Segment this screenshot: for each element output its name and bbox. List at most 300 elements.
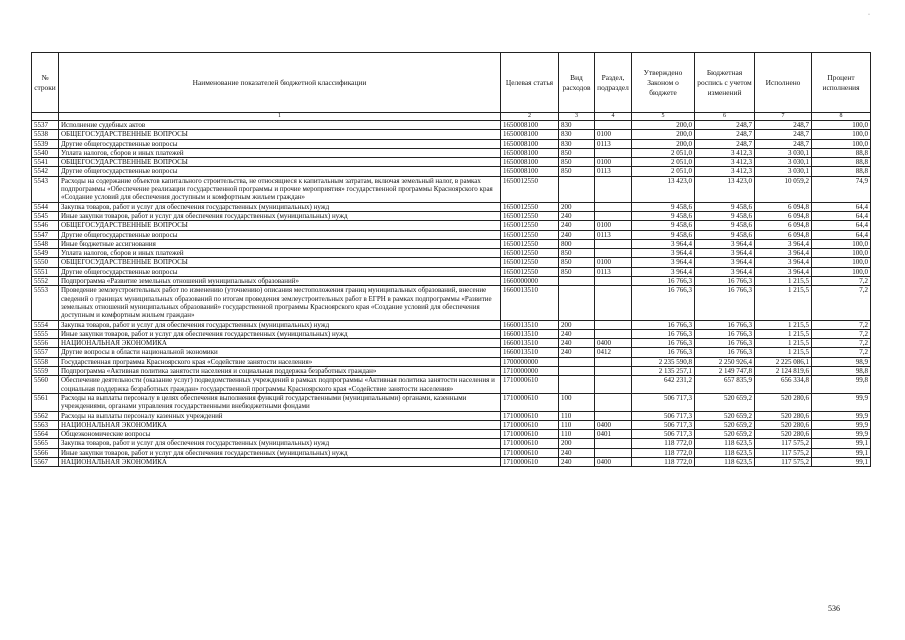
table-row (32, 339, 871, 348)
indicator-name: Общеэкономические вопросы (59, 430, 501, 439)
approved-amount: 3 964,4 (632, 258, 695, 267)
approved-amount: 506 717,3 (632, 393, 695, 411)
budget-list-amount: 9 458,6 (695, 211, 755, 220)
execution-percent: 64,4 (812, 202, 871, 211)
indicator-name: Уплата налогов, сборов и иных платежей (59, 148, 501, 157)
budget-list-amount: 13 423,0 (695, 176, 755, 202)
row-number: 5563 (32, 420, 59, 429)
column-number: 8 (812, 113, 871, 121)
approved-amount: 2 051,0 (632, 158, 695, 167)
row-number: 5537 (32, 121, 59, 130)
budget-list-amount: 2 149 747,8 (695, 367, 755, 376)
target-article: 1710000610 (501, 420, 559, 429)
target-article: 1660013510 (501, 286, 559, 320)
section-code: 0100 (595, 258, 632, 267)
expense-type: 100 (559, 393, 595, 411)
budget-list-amount: 520 659,2 (695, 420, 755, 429)
indicator-name: НАЦИОНАЛЬНАЯ ЭКОНОМИКА (59, 339, 501, 348)
approved-amount: 9 458,6 (632, 221, 695, 230)
expense-type: 830 (559, 139, 595, 148)
budget-list-amount: 520 659,2 (695, 430, 755, 439)
approved-amount: 506 717,3 (632, 430, 695, 439)
approved-amount: 2 051,0 (632, 148, 695, 157)
row-number: 5567 (32, 457, 59, 466)
expense-type: 850 (559, 249, 595, 258)
executed-amount: 117 575,2 (755, 448, 812, 457)
target-article: 1710000610 (501, 393, 559, 411)
expense-type: 200 (559, 439, 595, 448)
approved-amount: 506 717,3 (632, 420, 695, 429)
header-budget-list: Бюджетная роспись с учетом изменений (695, 53, 755, 113)
executed-amount: 3 030,1 (755, 167, 812, 176)
execution-percent: 64,4 (812, 230, 871, 239)
table-row (32, 393, 871, 411)
target-article: 1710000610 (501, 376, 559, 394)
section-code (595, 249, 632, 258)
indicator-name: Расходы на выплаты персоналу в целях обеспечения выполнения функций государственными (муниципальными) органами, казенными учреждениями, органами управления государственными внебюджетными фондами (59, 393, 501, 411)
approved-amount: 3 964,4 (632, 239, 695, 248)
expense-type: 240 (559, 339, 595, 348)
table-row (32, 286, 871, 320)
table-row (32, 211, 871, 220)
table-row (32, 176, 871, 202)
budget-list-amount: 16 766,3 (695, 339, 755, 348)
execution-percent: 100,0 (812, 258, 871, 267)
target-article: 1650008100 (501, 121, 559, 130)
row-number: 5553 (32, 286, 59, 320)
row-number: 5557 (32, 348, 59, 357)
target-article: 1650012550 (501, 249, 559, 258)
execution-percent: 99,9 (812, 393, 871, 411)
table-row (32, 167, 871, 176)
budget-list-amount: 16 766,3 (695, 286, 755, 320)
section-code (595, 121, 632, 130)
table-row (32, 202, 871, 211)
target-article: 1660013510 (501, 320, 559, 329)
budget-list-amount: 16 766,3 (695, 277, 755, 286)
approved-amount: 9 458,6 (632, 230, 695, 239)
budget-list-amount: 118 623,5 (695, 439, 755, 448)
approved-amount: 200,0 (632, 139, 695, 148)
row-number: 5562 (32, 411, 59, 420)
approved-amount: 13 423,0 (632, 176, 695, 202)
executed-amount: 6 094,8 (755, 221, 812, 230)
header-expense-type: Вид расходов (559, 53, 595, 113)
row-number: 5552 (32, 277, 59, 286)
section-code (595, 286, 632, 320)
execution-percent: 7,2 (812, 320, 871, 329)
approved-amount: 200,0 (632, 130, 695, 139)
expense-type: 830 (559, 121, 595, 130)
column-number: 4 (595, 113, 632, 121)
indicator-name: ОБЩЕГОСУДАРСТВЕННЫЕ ВОПРОСЫ (59, 158, 501, 167)
budget-list-amount: 16 766,3 (695, 329, 755, 338)
row-number: 5546 (32, 221, 59, 230)
expense-type: 110 (559, 411, 595, 420)
execution-percent: 100,0 (812, 121, 871, 130)
budget-list-amount: 3 964,4 (695, 258, 755, 267)
table-row (32, 411, 871, 420)
budget-list-amount: 657 835,9 (695, 376, 755, 394)
table-body (32, 121, 871, 467)
table-row (32, 230, 871, 239)
approved-amount: 506 717,3 (632, 411, 695, 420)
execution-percent: 64,4 (812, 221, 871, 230)
indicator-name: Другие вопросы в области национальной экономики (59, 348, 501, 357)
indicator-name: Расходы на содержание объектов капитального строительства, не относящиеся к капитальным затратам, включая земельный налог, в рамках подпрограммы «Обеспечение реализации государственной программы и прочие мероприятия» государственной программы Красноярского края «Создание условий для обеспечения доступным и комфортным жильем граждан» (59, 176, 501, 202)
header-indicator-name: Наименование показателей бюджетной классификации (59, 53, 501, 113)
expense-type: 200 (559, 202, 595, 211)
indicator-name: НАЦИОНАЛЬНАЯ ЭКОНОМИКА (59, 420, 501, 429)
executed-amount: 520 280,6 (755, 411, 812, 420)
header-approved: Утверждено Законом о бюджете (632, 53, 695, 113)
column-number: 6 (695, 113, 755, 121)
budget-list-amount: 3 412,3 (695, 167, 755, 176)
execution-percent: 98,9 (812, 357, 871, 366)
expense-type: 110 (559, 430, 595, 439)
column-number: 7 (755, 113, 812, 121)
budget-list-amount: 248,7 (695, 130, 755, 139)
expense-type: 850 (559, 267, 595, 276)
budget-list-amount: 248,7 (695, 121, 755, 130)
table-row (32, 457, 871, 466)
budget-list-amount: 3 964,4 (695, 267, 755, 276)
table-header-row (32, 53, 871, 113)
executed-amount: 3 030,1 (755, 148, 812, 157)
table-row (32, 329, 871, 338)
expense-type: 110 (559, 420, 595, 429)
approved-amount: 16 766,3 (632, 329, 695, 338)
target-article: 1660013510 (501, 339, 559, 348)
target-article: 1650012550 (501, 258, 559, 267)
budget-execution-table (31, 52, 871, 467)
table-row (32, 420, 871, 429)
executed-amount: 117 575,2 (755, 439, 812, 448)
indicator-name: Закупка товаров, работ и услуг для обеспечения государственных (муниципальных) нужд (59, 320, 501, 329)
budget-list-amount: 3 412,3 (695, 158, 755, 167)
executed-amount: 1 215,5 (755, 348, 812, 357)
expense-type: 240 (559, 448, 595, 457)
target-article: 1650012550 (501, 267, 559, 276)
table-row (32, 121, 871, 130)
table-row (32, 249, 871, 258)
expense-type (559, 367, 595, 376)
table-row (32, 348, 871, 357)
section-code (595, 176, 632, 202)
budget-list-amount: 16 766,3 (695, 348, 755, 357)
section-code: 0412 (595, 348, 632, 357)
budget-list-amount: 9 458,6 (695, 221, 755, 230)
executed-amount: 520 280,6 (755, 430, 812, 439)
indicator-name: Подпрограмма «Развитие земельных отношений муниципальных образований» (59, 277, 501, 286)
expense-type: 850 (559, 158, 595, 167)
approved-amount: 3 964,4 (632, 249, 695, 258)
execution-percent: 7,2 (812, 286, 871, 320)
target-article: 1660013510 (501, 348, 559, 357)
execution-percent: 100,0 (812, 239, 871, 248)
target-article: 1650008100 (501, 167, 559, 176)
section-code (595, 320, 632, 329)
approved-amount: 642 231,2 (632, 376, 695, 394)
page-number: 536 (828, 604, 840, 613)
table-row (32, 130, 871, 139)
execution-percent: 99,1 (812, 448, 871, 457)
indicator-name: Другие общегосударственные вопросы (59, 139, 501, 148)
row-number: 5558 (32, 357, 59, 366)
budget-list-amount: 3 964,4 (695, 239, 755, 248)
column-number (32, 113, 59, 121)
target-article: 1650012550 (501, 239, 559, 248)
expense-type: 850 (559, 258, 595, 267)
table-row (32, 448, 871, 457)
target-article: 1650012550 (501, 211, 559, 220)
indicator-name: Другие общегосударственные вопросы (59, 267, 501, 276)
table-row (32, 367, 871, 376)
section-code: 0100 (595, 221, 632, 230)
table-row (32, 320, 871, 329)
column-number: 5 (632, 113, 695, 121)
section-code (595, 448, 632, 457)
section-code: 0100 (595, 158, 632, 167)
approved-amount: 16 766,3 (632, 348, 695, 357)
executed-amount: 520 280,6 (755, 420, 812, 429)
approved-amount: 200,0 (632, 121, 695, 130)
row-number: 5559 (32, 367, 59, 376)
executed-amount: 3 030,1 (755, 158, 812, 167)
header-section: Раздел, подраздел (595, 53, 632, 113)
section-code (595, 411, 632, 420)
expense-type: 240 (559, 457, 595, 466)
row-number: 5556 (32, 339, 59, 348)
section-code (595, 211, 632, 220)
budget-list-amount: 9 458,6 (695, 230, 755, 239)
target-article: 1650012550 (501, 176, 559, 202)
executed-amount: 248,7 (755, 139, 812, 148)
target-article: 1710000610 (501, 439, 559, 448)
approved-amount: 2 051,0 (632, 167, 695, 176)
column-number: 2 (501, 113, 559, 121)
section-code: 0400 (595, 420, 632, 429)
section-code: 0113 (595, 139, 632, 148)
execution-percent: 7,2 (812, 329, 871, 338)
approved-amount: 9 458,6 (632, 202, 695, 211)
section-code (595, 277, 632, 286)
execution-percent: 99,9 (812, 411, 871, 420)
row-number: 5545 (32, 211, 59, 220)
target-article: 1650008100 (501, 148, 559, 157)
table-row (32, 376, 871, 394)
section-code: 0113 (595, 230, 632, 239)
execution-percent: 88,8 (812, 148, 871, 157)
row-number: 5542 (32, 167, 59, 176)
execution-percent: 7,2 (812, 277, 871, 286)
indicator-name: НАЦИОНАЛЬНАЯ ЭКОНОМИКА (59, 457, 501, 466)
section-code (595, 393, 632, 411)
column-number: 1 (59, 113, 501, 121)
header-executed: Исполнено (755, 53, 812, 113)
execution-percent: 64,4 (812, 211, 871, 220)
indicator-name: Закупка товаров, работ и услуг для обеспечения государственных (муниципальных) нужд (59, 439, 501, 448)
expense-type: 200 (559, 320, 595, 329)
target-article: 1700000000 (501, 357, 559, 366)
row-number: 5539 (32, 139, 59, 148)
target-article: 1650012550 (501, 202, 559, 211)
approved-amount: 16 766,3 (632, 277, 695, 286)
indicator-name: ОБЩЕГОСУДАРСТВЕННЫЕ ВОПРОСЫ (59, 130, 501, 139)
executed-amount: 6 094,8 (755, 202, 812, 211)
expense-type (559, 357, 595, 366)
target-article: 1650012550 (501, 221, 559, 230)
row-number: 5565 (32, 439, 59, 448)
row-number: 5560 (32, 376, 59, 394)
section-code (595, 367, 632, 376)
section-code (595, 239, 632, 248)
indicator-name: Подпрограмма «Активная политика занятости населения и социальная поддержка безработных граждан» (59, 367, 501, 376)
executed-amount: 10 059,2 (755, 176, 812, 202)
indicator-name: Проведение землеустроительных работ по изменению (уточнению) описания местоположения границ муниципальных образований, внесение сведений о границах муниципальных образований по итогам проведения землеустроительных работ в ЕГРН в рамках подпрограммы «Развитие земельных отношений муниципальных образований» государственной программы Красноярского края «Создание условий для обеспечения доступным и комфортным жильем граждан» (59, 286, 501, 320)
table-row (32, 221, 871, 230)
execution-percent: 7,2 (812, 348, 871, 357)
executed-amount: 3 964,4 (755, 249, 812, 258)
execution-percent: 74,9 (812, 176, 871, 202)
execution-percent: 88,8 (812, 158, 871, 167)
executed-amount: 2 124 819,6 (755, 367, 812, 376)
table-row (32, 258, 871, 267)
table-row (32, 158, 871, 167)
approved-amount: 16 766,3 (632, 339, 695, 348)
execution-percent: 88,8 (812, 167, 871, 176)
expense-type (559, 277, 595, 286)
approved-amount: 16 766,3 (632, 286, 695, 320)
expense-type: 240 (559, 230, 595, 239)
section-code: 0113 (595, 267, 632, 276)
indicator-name: Закупка товаров, работ и услуг для обеспечения государственных (муниципальных) нужд (59, 202, 501, 211)
execution-percent: 99,1 (812, 457, 871, 466)
section-code (595, 357, 632, 366)
executed-amount: 117 575,2 (755, 457, 812, 466)
executed-amount: 1 215,5 (755, 320, 812, 329)
budget-list-amount: 248,7 (695, 139, 755, 148)
row-number: 5540 (32, 148, 59, 157)
section-code (595, 439, 632, 448)
target-article: 1710000610 (501, 448, 559, 457)
expense-type: 240 (559, 348, 595, 357)
approved-amount: 2 135 257,1 (632, 367, 695, 376)
target-article: 1710000000 (501, 367, 559, 376)
row-number: 5550 (32, 258, 59, 267)
row-number: 5566 (32, 448, 59, 457)
executed-amount: 1 215,5 (755, 286, 812, 320)
row-number: 5548 (32, 239, 59, 248)
row-number: 5538 (32, 130, 59, 139)
indicator-name: Исполнение судебных актов (59, 121, 501, 130)
table-row (32, 148, 871, 157)
expense-type: 240 (559, 221, 595, 230)
executed-amount: 3 964,4 (755, 239, 812, 248)
executed-amount: 1 215,5 (755, 329, 812, 338)
row-number: 5541 (32, 158, 59, 167)
indicator-name: Другие общегосударственные вопросы (59, 167, 501, 176)
indicator-name: Уплата налогов, сборов и иных платежей (59, 249, 501, 258)
execution-percent: 99,9 (812, 420, 871, 429)
executed-amount: 1 215,5 (755, 339, 812, 348)
row-number: 5544 (32, 202, 59, 211)
row-number: 5564 (32, 430, 59, 439)
expense-type (559, 376, 595, 394)
expense-type: 240 (559, 211, 595, 220)
table-row (32, 439, 871, 448)
target-article: 1650008100 (501, 139, 559, 148)
target-article: 1660000000 (501, 277, 559, 286)
approved-amount: 16 766,3 (632, 320, 695, 329)
target-article: 1710000610 (501, 430, 559, 439)
table-row (32, 139, 871, 148)
indicator-name: Иные закупки товаров, работ и услуг для обеспечения государственных (муниципальных) нужд (59, 211, 501, 220)
budget-list-amount: 118 623,5 (695, 457, 755, 466)
section-code: 0400 (595, 339, 632, 348)
executed-amount: 3 964,4 (755, 267, 812, 276)
approved-amount: 3 964,4 (632, 267, 695, 276)
section-code: 0401 (595, 430, 632, 439)
indicator-name: Иные закупки товаров, работ и услуг для обеспечения государственных (муниципальных) нужд (59, 329, 501, 338)
table-row (32, 239, 871, 248)
section-code: 0113 (595, 167, 632, 176)
row-number: 5547 (32, 230, 59, 239)
budget-list-amount: 520 659,2 (695, 393, 755, 411)
approved-amount: 2 235 590,8 (632, 357, 695, 366)
executed-amount: 6 094,8 (755, 211, 812, 220)
execution-percent: 100,0 (812, 130, 871, 139)
column-numbers-row (32, 113, 871, 121)
expense-type: 800 (559, 239, 595, 248)
row-number: 5551 (32, 267, 59, 276)
execution-percent: 99,1 (812, 439, 871, 448)
indicator-name: Государственная программа Красноярского края «Содействие занятости населения» (59, 357, 501, 366)
section-code: 0400 (595, 457, 632, 466)
approved-amount: 118 772,0 (632, 448, 695, 457)
execution-percent: 99,9 (812, 430, 871, 439)
budget-list-amount: 3 964,4 (695, 249, 755, 258)
execution-percent: 7,2 (812, 339, 871, 348)
section-code (595, 148, 632, 157)
expense-type (559, 176, 595, 202)
execution-percent: 100,0 (812, 249, 871, 258)
execution-percent: 99,8 (812, 376, 871, 394)
header-target-article: Целевая статья (501, 53, 559, 113)
indicator-name: Расходы на выплаты персоналу казенных учреждений (59, 411, 501, 420)
executed-amount: 6 094,8 (755, 230, 812, 239)
executed-amount: 2 225 086,1 (755, 357, 812, 366)
target-article: 1710000610 (501, 411, 559, 420)
executed-amount: 248,7 (755, 121, 812, 130)
budget-list-amount: 520 659,2 (695, 411, 755, 420)
execution-percent: 98,8 (812, 367, 871, 376)
executed-amount: 520 280,6 (755, 393, 812, 411)
expense-type (559, 286, 595, 320)
budget-list-amount: 118 623,5 (695, 448, 755, 457)
row-number: 5543 (32, 176, 59, 202)
budget-list-amount: 3 412,3 (695, 148, 755, 157)
indicator-name: Иные закупки товаров, работ и услуг для обеспечения государственных (муниципальных) нужд (59, 448, 501, 457)
executed-amount: 248,7 (755, 130, 812, 139)
target-article: 1650008100 (501, 158, 559, 167)
target-article: 1710000610 (501, 457, 559, 466)
budget-list-amount: 16 766,3 (695, 320, 755, 329)
row-number: 5561 (32, 393, 59, 411)
row-number: 5555 (32, 329, 59, 338)
expense-type: 830 (559, 130, 595, 139)
expense-type: 850 (559, 148, 595, 157)
